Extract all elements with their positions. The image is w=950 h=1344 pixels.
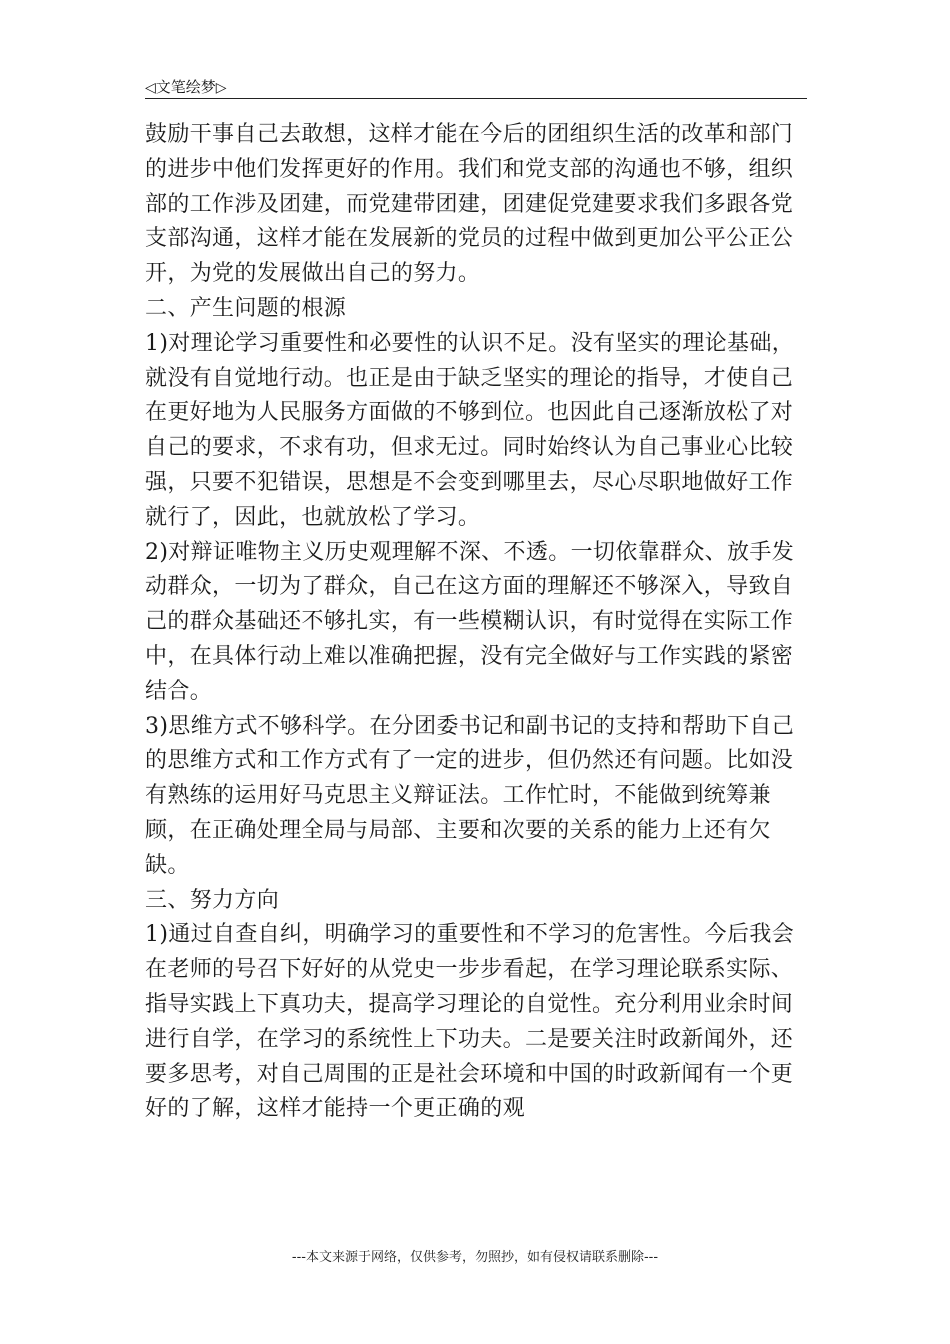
- paragraph-cause-1: 1)对理论学习重要性和必要性的认识不足。没有坚实的理论基础，就没有自觉地行动。也正是由于缺乏坚实的理论的指导，才使自己在更好地为人民服务方面做的不够到位。也因此自己逐渐放松了对自己的要求，不求有功，但求无过。同时始终认为自己事业心比较强，只要不犯错误，思想是不会变到哪里去，尽心尽职地做好工作就行了，因此，也就放松了学习。: [145, 330, 795, 530]
- paragraph-direction-1: 1)通过自查自纠，明确学习的重要性和不学习的危害性。今后我会在老师的号召下好好的从党史一步步看起，在学习理论联系实际、指导实践上下真功夫，提高学习理论的自觉性。充分利用业余时间进行自学，在学习的系统性上下功夫。二是要关注时政新闻外，还要多思考，对自己周围的正是社会环境和中国的时政新闻有一个更好的了解，这样才能持一个更正确的观: [145, 922, 795, 1122]
- section-heading-direction: 三、努力方向: [145, 887, 280, 913]
- brand-logo: [145, 76, 227, 97]
- document-body: [145, 118, 807, 1127]
- footer-disclaimer: ---本文来源于网络，仅供参考，勿照抄，如有侵权请联系删除---: [291, 1250, 659, 1265]
- section-heading-root-causes: 二、产生问题的根源: [145, 295, 347, 321]
- paragraph-cause-2: 2)对辩证唯物主义历史观理解不深、不透。一切依靠群众、放手发动群众，一切为了群众，自己在这方面的理解还不够深入，导致自己的群众基础还不够扎实，有一些模糊认识，有时觉得在实际工作中，在具体行动上难以准确把握，没有完全做好与工作实践的紧密结合。: [145, 539, 795, 704]
- right-triangle-icon: ▷: [215, 80, 227, 96]
- paragraph-continuation: 鼓励干事自己去敢想，这样才能在今后的团组织生活的改革和部门的进步中他们发挥更好的作用。我们和党支部的沟通也不够，组织部的工作涉及团建，而党建带团建，团建促党建要求我们多跟各党支部沟通，这样才能在发展新的党员的过程中做到更加公平公正公开，为党的发展做出自己的努力。: [145, 122, 794, 287]
- left-triangle-icon: ◁: [145, 80, 156, 96]
- page-header: [145, 74, 807, 99]
- brand-name: 文笔绘梦: [155, 78, 216, 96]
- paragraph-cause-3: 3)思维方式不够科学。在分团委书记和副书记的支持和帮助下自己的思维方式和工作方式有了一定的进步，但仍然还有问题。比如没有熟练的运用好马克思主义辩证法。工作忙时，不能做到统筹兼顾，在正确处理全局与局部、主要和次要的关系的能力上还有欠缺。: [145, 713, 795, 878]
